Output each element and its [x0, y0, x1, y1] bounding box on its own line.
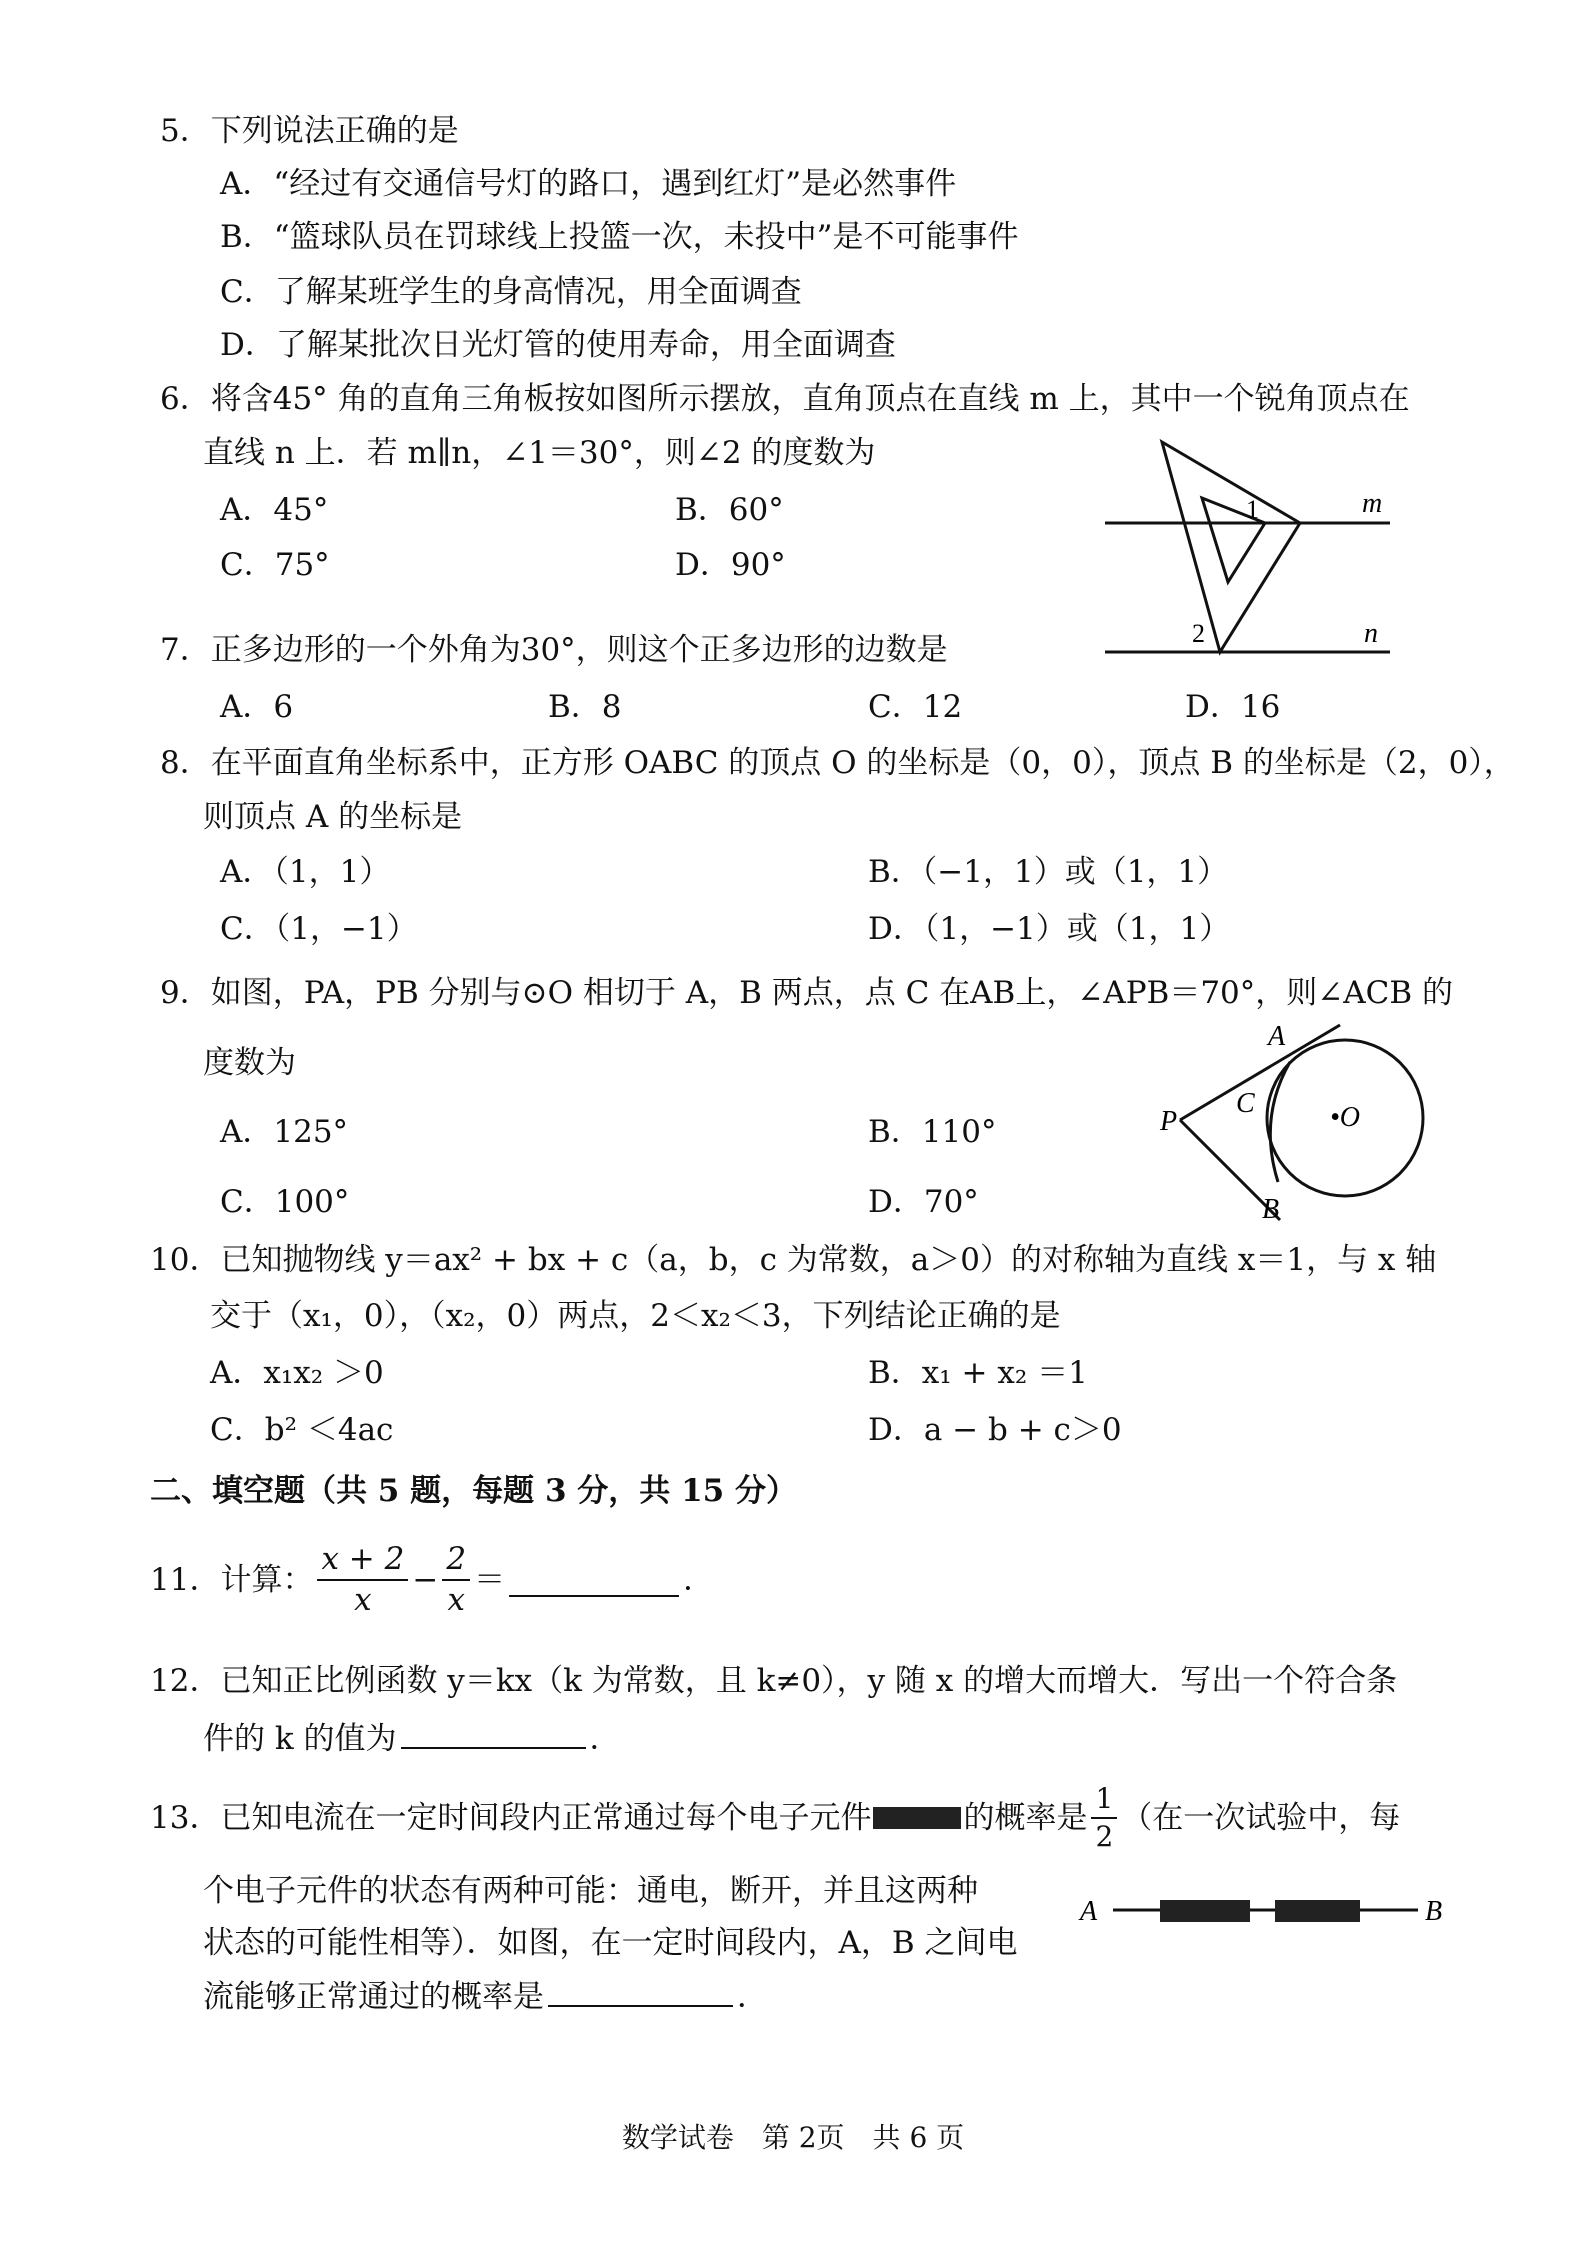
- q10-option-d: D．a − b + c＞0: [868, 1412, 1122, 1448]
- q11-fraction-1: [317, 1541, 408, 1618]
- q6-option-d: D．90°: [675, 547, 786, 583]
- point-b-label: B: [1262, 1194, 1280, 1225]
- q12-line2-text: 件的 k 的值为: [203, 1721, 397, 1757]
- q12-stem-line2: [203, 1721, 621, 1757]
- q6-stem-line2: 直线 n 上．若 m∥n，∠1＝30°，则∠2 的度数为: [203, 435, 876, 471]
- q8-stem-line2: 则顶点 A 的坐标是: [203, 799, 463, 835]
- q11-fraction-1-denominator: x: [354, 1582, 372, 1618]
- q13-line1b: 的概率是: [963, 1799, 1088, 1836]
- q10-stem-line2: 交于（x₁，0），（x₂，0）两点，2＜x₂＜3，下列结论正确的是: [210, 1298, 1061, 1334]
- q6-option-b: B．60°: [675, 492, 784, 528]
- q13-circuit-figure: [1075, 1885, 1455, 1935]
- q11-minus: −: [412, 1561, 439, 1598]
- q5-option-a: A．“经过有交通信号灯的路口，遇到红灯”是必然事件: [220, 166, 957, 202]
- q8-stem-line1: 8．在平面直角坐标系中，正方形 OABC 的顶点 O 的坐标是（0，0），顶点 B 的坐标是（2，0），: [160, 745, 1515, 781]
- q13-end: ．: [737, 1979, 768, 2015]
- point-o-label: •O: [1330, 1102, 1361, 1133]
- q8-option-c: C．（1，−1）: [220, 911, 418, 947]
- q10-stem-line1: 10．已知抛物线 y＝ax² + bx + c（a，b，c 为常数，a＞0）的对称轴为直线 x＝1，与 x 轴: [150, 1242, 1437, 1278]
- q7-option-c: C．12: [868, 689, 963, 725]
- component-2: [1275, 1900, 1360, 1922]
- q13-stem-line1: [150, 1782, 1401, 1853]
- point-c-label: C: [1236, 1088, 1255, 1119]
- q13-answer-blank[interactable]: [548, 2003, 733, 2007]
- q10-option-b: B．x₁ + x₂ ＝1: [868, 1355, 1088, 1391]
- q6-triangle-figure: [1100, 430, 1400, 670]
- q13-line4-text: 流能够正常通过的概率是: [203, 1979, 544, 2015]
- q5-option-c: C．了解某班学生的身高情况，用全面调查: [220, 274, 802, 310]
- component-1: [1160, 1900, 1250, 1922]
- q5-option-d: D．了解某批次日光灯管的使用寿命，用全面调查: [220, 327, 896, 363]
- q13-stem-line2: 个电子元件的状态有两种可能：通电，断开，并且这两种: [203, 1873, 978, 1909]
- page-footer: 数学试卷 第 2页 共 6 页: [621, 2121, 965, 2154]
- q11-prefix: 11．计算：: [150, 1561, 314, 1598]
- angle-1-label: 1: [1246, 495, 1259, 524]
- q8-option-a: A．（1，1）: [220, 854, 391, 890]
- q7-option-b: B．8: [548, 689, 622, 725]
- q9-option-a: A．125°: [220, 1114, 349, 1150]
- q7-option-d: D．16: [1185, 689, 1281, 725]
- q9-option-c: C．100°: [220, 1184, 350, 1220]
- q9-circle-figure: [1150, 1020, 1440, 1225]
- q7-stem: 7．正多边形的一个外角为30°，则这个正多边形的边数是: [160, 632, 948, 668]
- q9-option-b: B．110°: [868, 1114, 997, 1150]
- q13-fraction-denominator: 2: [1095, 1820, 1114, 1853]
- q13-fraction-numerator: 1: [1091, 1785, 1117, 1819]
- q11-fraction-2-denominator: x: [447, 1582, 465, 1618]
- m-label: m: [1362, 488, 1383, 519]
- q9-stem-line1: 9．如图，PA，PB 分别与⊙O 相切于 A，B 两点，点 C 在AB上，∠APB＝70°，则∠ACB 的: [160, 975, 1453, 1011]
- q13-stem-line3: 状态的可能性相等）．如图，在一定时间段内，A，B 之间电: [203, 1925, 1018, 1961]
- tangent-pa: [1180, 1025, 1340, 1120]
- chord-ac-cb: [1270, 1062, 1290, 1182]
- section-2-heading: 二、填空题（共 5 题，每题 3 分，共 15 分）: [150, 1473, 798, 1509]
- n-label: n: [1364, 618, 1378, 649]
- circuit-b-label: B: [1425, 1896, 1443, 1927]
- q11-line: [150, 1540, 714, 1620]
- point-p-label: P: [1160, 1106, 1178, 1137]
- set-square-outer: [1162, 442, 1300, 652]
- q13-stem-line4: [203, 1979, 768, 2015]
- q12-answer-blank[interactable]: [401, 1745, 586, 1749]
- q9-stem-line2: 度数为: [203, 1045, 296, 1081]
- angle-2-label: 2: [1192, 619, 1205, 648]
- point-a-label: A: [1268, 1021, 1286, 1052]
- q13-fraction: [1091, 1782, 1117, 1853]
- q7-option-a: A．6: [220, 689, 294, 725]
- q11-end: ．: [683, 1561, 715, 1598]
- q8-option-b: B．（−1，1）或（1，1）: [868, 854, 1229, 890]
- q10-option-c: C．b² ＜4ac: [210, 1412, 394, 1448]
- q8-option-d: D．（1，−1）或（1，1）: [868, 911, 1231, 947]
- q11-equals: ＝: [474, 1561, 506, 1598]
- q13-line1c: （在一次试验中，每: [1121, 1799, 1401, 1836]
- circuit-a-label: A: [1080, 1896, 1098, 1927]
- q12-stem-line1: 12．已知正比例函数 y＝kx（k 为常数，且 k≠0），y 随 x 的增大而增大．写出一个符合条: [150, 1663, 1398, 1699]
- q11-fraction-2: [442, 1541, 470, 1618]
- q5-option-b: B．“篮球队员在罚球线上投篮一次，未投中”是不可能事件: [220, 219, 1019, 255]
- electronic-component-icon: [873, 1807, 961, 1829]
- q10-option-a: A．x₁x₂ ＞0: [210, 1355, 384, 1391]
- q13-line1a: 13．已知电流在一定时间段内正常通过每个电子元件: [150, 1799, 872, 1836]
- q11-fraction-2-numerator: 2: [442, 1544, 470, 1581]
- q6-option-a: A．45°: [220, 492, 329, 528]
- q5-stem: 5．下列说法正确的是: [160, 113, 459, 149]
- q6-option-c: C．75°: [220, 547, 330, 583]
- q11-answer-blank[interactable]: [509, 1593, 679, 1597]
- q12-end: ．: [589, 1721, 621, 1757]
- q9-option-d: D．70°: [868, 1184, 979, 1220]
- q11-fraction-1-numerator: x + 2: [317, 1544, 408, 1581]
- q6-stem-line1: 6．将含45° 角的直角三角板按如图所示摆放，直角顶点在直线 m 上，其中一个锐角顶点在: [160, 381, 1410, 417]
